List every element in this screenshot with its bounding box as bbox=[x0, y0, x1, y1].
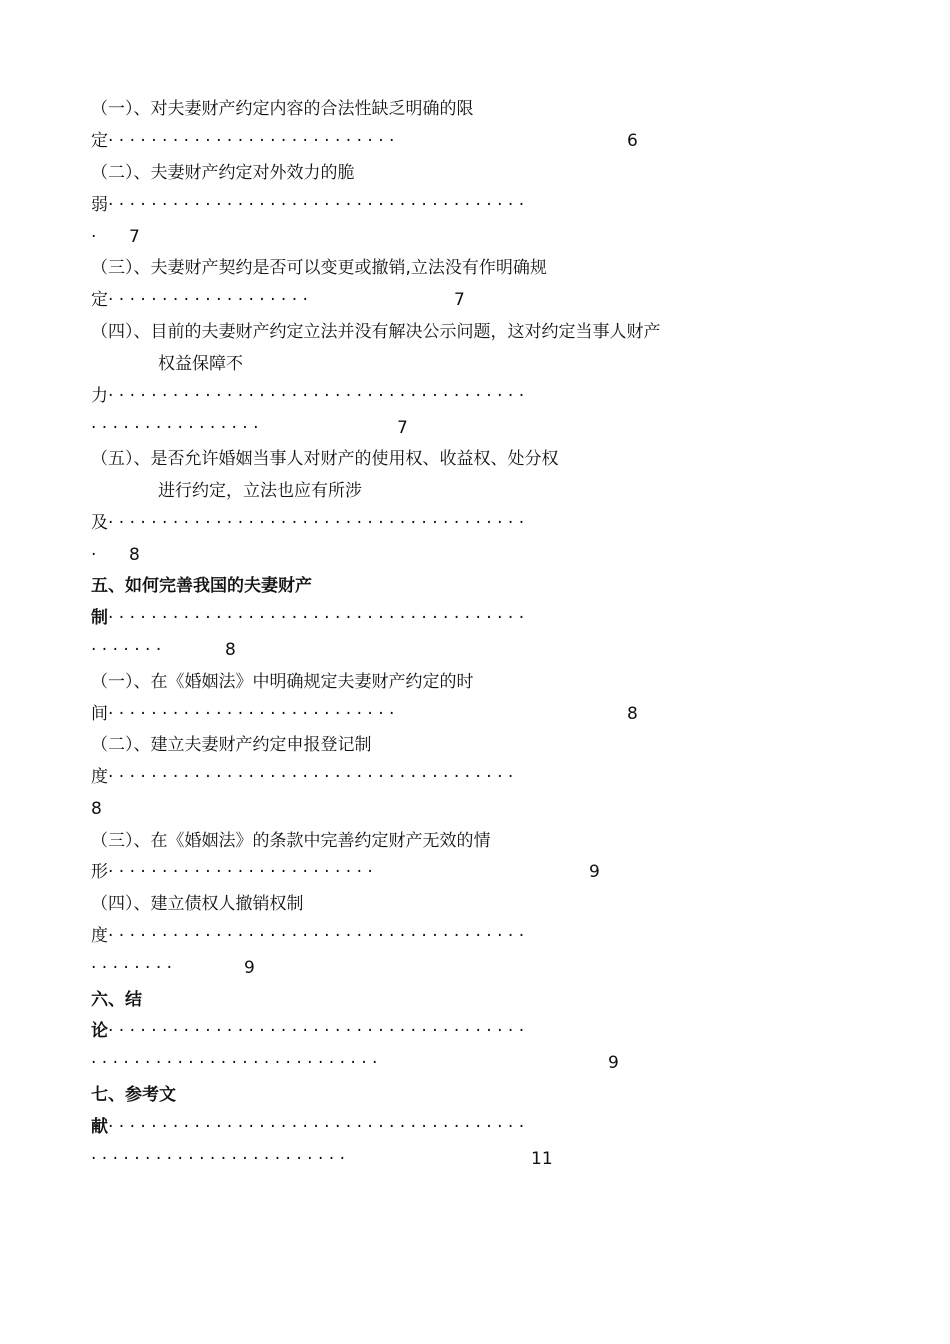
toc-entry-title: （一）、对夫妻财产约定内容的合法性缺乏明确的限 bbox=[91, 99, 474, 119]
toc-tail-char: 力 bbox=[91, 386, 108, 406]
toc-leader-dots: · · · · · · · · · · · · · · · · · · · · · · · · · · · · · · · · · · · · · · · bbox=[108, 1021, 525, 1041]
toc-page-number: 8 bbox=[627, 704, 638, 724]
toc-leader-dots: · bbox=[91, 227, 97, 247]
toc-entry-title: （三）、在《婚姻法》的条款中完善约定财产无效的情 bbox=[91, 831, 491, 851]
toc-entry-dots-line bbox=[91, 1052, 377, 1074]
toc-tail-char: 论 bbox=[91, 1021, 108, 1041]
toc-page-number: 9 bbox=[589, 862, 600, 882]
toc-leader-dots: · · · · · · · · bbox=[91, 958, 173, 978]
toc-leader-dots: · bbox=[91, 545, 97, 565]
toc-leader-dots: · · · · · · · · · · · · · · · · · · · · · · · · · · · · · · · · · · · · · · bbox=[108, 767, 514, 787]
toc-page-number: 7 bbox=[397, 418, 408, 438]
toc-page-number: 11 bbox=[531, 1149, 553, 1169]
toc-tail-char: 定 bbox=[91, 131, 108, 151]
toc-tail-char: 制 bbox=[91, 608, 108, 628]
toc-leader-dots: · · · · · · · · · · · · · · · · · · · · · · · · · bbox=[108, 862, 373, 882]
toc-entry-tail[interactable] bbox=[91, 512, 524, 534]
toc-leader-dots: · · · · · · · · · · · · · · · · · · · · · · · · · · · bbox=[108, 131, 395, 151]
toc-tail-char: 定 bbox=[91, 290, 108, 310]
toc-leader-dots: · · · · · · · · · · · · · · · · · · · · · · · · · · · · · · · · · · · · · · · bbox=[108, 608, 525, 628]
toc-leader-dots: · · · · · · · · · · · · · · · · · · · · · · · · · · · bbox=[108, 704, 395, 724]
toc-entry-tail[interactable] bbox=[91, 607, 524, 629]
toc-entry-tail[interactable] bbox=[91, 289, 308, 311]
toc-page-number: 8 bbox=[225, 640, 236, 660]
toc-entry-dots-line bbox=[91, 1148, 345, 1170]
toc-entry-tail[interactable] bbox=[91, 861, 373, 883]
toc-tail-char: 形 bbox=[91, 862, 108, 882]
toc-entry-dots-line bbox=[91, 957, 172, 979]
toc-page-number: 7 bbox=[129, 227, 140, 247]
toc-leader-dots: · · · · · · · · · · · · · · · · bbox=[91, 418, 259, 438]
toc-page-number: 7 bbox=[454, 290, 465, 310]
toc-page-number: 9 bbox=[244, 958, 255, 978]
toc-entry-title: （二）、夫妻财产约定对外效力的脆 bbox=[91, 163, 355, 183]
toc-leader-dots: · · · · · · · · · · · · · · · · · · · · · · · · · · · · · · · · · · · · · · · bbox=[108, 513, 525, 533]
toc-entry-dots-line bbox=[91, 544, 96, 566]
toc-page-number: 9 bbox=[608, 1053, 619, 1073]
toc-leader-dots: · · · · · · · · · · · · · · · · · · · · · · · · · · · · · · · · · · · · · · · bbox=[108, 926, 525, 946]
toc-entry-dots-line bbox=[91, 417, 259, 439]
toc-entry-title: （三）、夫妻财产契约是否可以变更或撤销,立法没有作明确规 bbox=[91, 258, 547, 278]
toc-leader-dots: · · · · · · · · · · · · · · · · · · · · · · · · · · · · · · · · · · · · · · · bbox=[108, 195, 525, 215]
toc-leader-dots: · · · · · · · · · · · · · · · · · · · bbox=[108, 290, 308, 310]
toc-leader-dots: · · · · · · · · · · · · · · · · · · · · · · · · · · · · · · · · · · · · · · · bbox=[108, 386, 525, 406]
toc-entry-tail[interactable] bbox=[91, 130, 394, 152]
toc-page-number: 8 bbox=[91, 799, 102, 819]
toc-entry-title: （一）、在《婚姻法》中明确规定夫妻财产约定的时 bbox=[91, 672, 474, 692]
toc-entry-dots-line bbox=[91, 639, 161, 661]
toc-entry-tail[interactable] bbox=[91, 385, 524, 407]
toc-leader-dots: · · · · · · · · · · · · · · · · · · · · · · · · bbox=[91, 1149, 345, 1169]
toc-entry-tail[interactable] bbox=[91, 1020, 524, 1042]
toc-tail-char: 献 bbox=[91, 1117, 108, 1137]
toc-entry-title: （四）、目前的夫妻财产约定立法并没有解决公示问题，这对约定当事人财产 bbox=[91, 322, 661, 342]
toc-entry-tail[interactable] bbox=[91, 1116, 524, 1138]
toc-section-title: 七、参考文 bbox=[91, 1085, 176, 1105]
toc-entry-tail[interactable] bbox=[91, 925, 524, 947]
toc-entry-tail[interactable] bbox=[91, 194, 524, 216]
toc-entry-title-continued: 权益保障不 bbox=[158, 354, 243, 374]
toc-section-title: 五、如何完善我国的夫妻财产 bbox=[91, 576, 312, 596]
toc-leader-dots: · · · · · · · · · · · · · · · · · · · · · · · · · · · bbox=[91, 1053, 378, 1073]
toc-page-number: 8 bbox=[129, 545, 140, 565]
toc-entry-title: （四）、建立债权人撤销权制 bbox=[91, 894, 304, 914]
toc-page-number: 6 bbox=[627, 131, 638, 151]
toc-tail-char: 间 bbox=[91, 704, 108, 724]
toc-entry-tail[interactable] bbox=[91, 703, 394, 725]
toc-leader-dots: · · · · · · · · · · · · · · · · · · · · · · · · · · · · · · · · · · · · · · · bbox=[108, 1117, 525, 1137]
toc-tail-char: 度 bbox=[91, 767, 108, 787]
toc-entry-title: （二）、建立夫妻财产约定申报登记制 bbox=[91, 735, 372, 755]
toc-tail-char: 弱 bbox=[91, 195, 108, 215]
toc-entry-dots-line bbox=[91, 226, 96, 248]
toc-leader-dots: · · · · · · · bbox=[91, 640, 162, 660]
toc-entry-title: （五）、是否允许婚姻当事人对财产的使用权、收益权、处分权 bbox=[91, 449, 559, 469]
toc-section-title: 六、结 bbox=[91, 990, 142, 1010]
toc-entry-title-continued: 进行约定，立法也应有所涉 bbox=[158, 481, 362, 501]
toc-entry-tail[interactable] bbox=[91, 766, 513, 788]
toc-tail-char: 度 bbox=[91, 926, 108, 946]
toc-tail-char: 及 bbox=[91, 513, 108, 533]
